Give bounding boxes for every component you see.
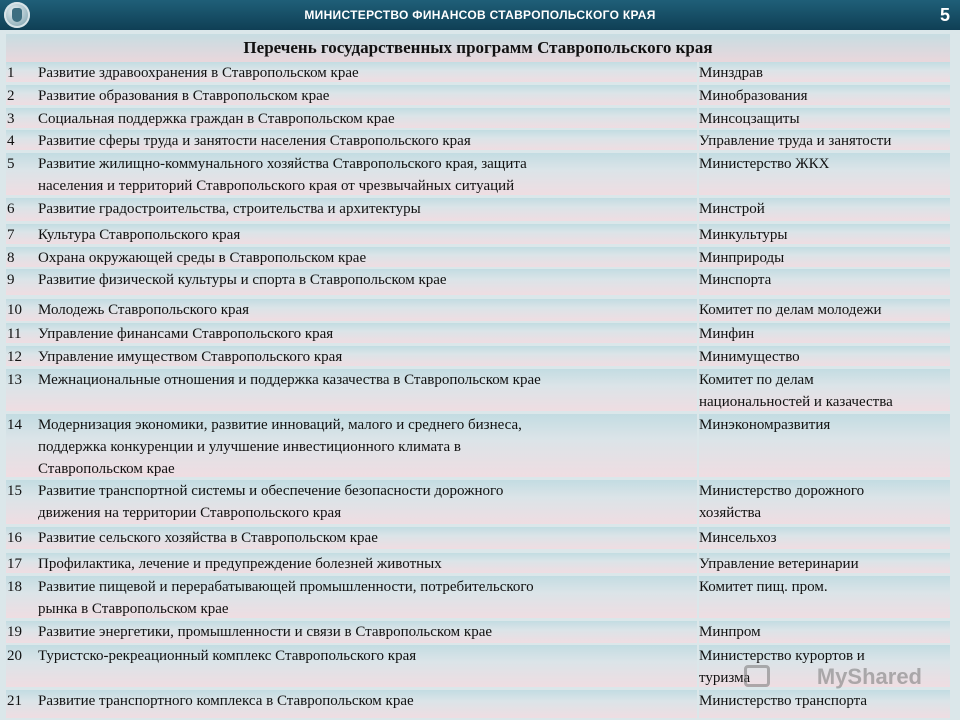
responsible-body: Управление ветеринарии [699,556,859,572]
table-row [6,323,950,345]
responsible-body: Комитет по делам национальностей и казачества [699,372,893,410]
table-row [6,108,950,130]
table-title: Перечень государственных программ Ставропольского края [6,34,950,62]
table-row [6,480,950,526]
ministry-title: МИНИСТЕРСТВО ФИНАНСОВ СТАВРОПОЛЬСКОГО КРАЯ [304,8,656,22]
responsible-body: Минэкономразвития [699,417,831,433]
responsible-body: Минфин [699,326,755,342]
row-number: 7 [7,227,15,243]
responsible-body: Министерство дорожного хозяйства [699,483,865,521]
responsible-body: Минкультуры [699,227,788,243]
responsible-body: Министерство ЖКХ [699,156,830,172]
program-name: Туристско-рекреационный комплекс Ставропольского края [38,648,417,664]
program-name: Охрана окружающей среды в Ставропольском крае [38,250,367,266]
header-bar [0,0,960,30]
responsible-body: Минимущество [699,349,800,365]
table-row [6,645,950,689]
table-row [6,62,950,84]
program-name: Развитие сельского хозяйства в Ставропольском крае [38,530,378,546]
table-row [6,527,950,551]
responsible-body: Министерство транспорта [699,693,868,709]
table-row [6,576,950,620]
program-name: Развитие транспортной системы и обеспечение безопасности дорожного движения на территории Ставропольского края [38,483,504,521]
program-name: Развитие энергетики, промышленности и связи в Ставропольском крае [38,624,493,640]
row-number: 4 [7,133,15,149]
row-number: 3 [7,111,15,127]
table-row [6,85,950,107]
table-row [6,690,950,720]
program-name: Управление имуществом Ставропольского края [38,349,343,365]
table-row [6,346,950,368]
program-name: Развитие здравоохранения в Ставропольском крае [38,65,359,81]
row-number: 21 [7,693,22,709]
program-name: Развитие сферы труда и занятости населения Ставропольского края [38,133,471,149]
table-row [6,269,950,297]
table-row [6,198,950,223]
row-number: 15 [7,483,22,499]
table-row [6,414,950,479]
responsible-body: Комитет пищ. пром. [699,579,828,595]
responsible-body: Минобразования [699,88,808,104]
program-name: Модернизация экономики, развитие инноваций, малого и среднего бизнеса, поддержка конкуренции и улучшение инвестиционного климата в Ставропольском крае [38,417,522,477]
responsible-body: Минсельхоз [699,530,777,546]
table-row [6,130,950,152]
row-number: 2 [7,88,15,104]
program-name: Развитие градостроительства, строительства и архитектуры [38,201,421,217]
row-number: 8 [7,250,15,266]
program-name: Развитие образования в Ставропольском крае [38,88,330,104]
program-name: Развитие физической культуры и спорта в Ставропольском крае [38,272,447,288]
watermark-logo-icon [744,665,770,687]
table-row [6,553,950,575]
watermark: MyShared [816,664,922,689]
program-name: Развитие пищевой и перерабатывающей промышленности, потребительского рынка в Ставропольском крае [38,579,534,617]
row-number: 16 [7,530,22,546]
program-name: Развитие транспортного комплекса в Ставропольском крае [38,693,414,709]
row-number: 19 [7,624,22,640]
table-row [6,299,950,323]
responsible-body: Комитет по делам молодежи [699,302,882,318]
program-name: Межнациональные отношения и поддержка казачества в Ставропольском крае [38,372,541,388]
row-number: 9 [7,272,15,288]
responsible-body: Минприроды [699,250,785,266]
program-name: Профилактика, лечение и предупреждение болезней животных [38,556,442,572]
responsible-body: Минспорта [699,272,772,288]
responsible-body: Управление труда и занятости [699,133,892,149]
table-row [6,153,950,197]
table-row [6,369,950,413]
row-number: 6 [7,201,15,217]
row-number: 11 [7,326,22,342]
row-number: 10 [7,302,22,318]
program-name: Управление финансами Ставропольского края [38,326,334,342]
row-number: 13 [7,372,22,388]
responsible-body: Минсоцзащиты [699,111,800,127]
program-name: Молодежь Ставропольского края [38,302,250,318]
table-row [6,247,950,269]
table-row [6,621,950,645]
responsible-body: Минпром [699,624,761,640]
row-number: 18 [7,579,22,595]
page-number: 5 [939,5,950,25]
row-number: 1 [7,65,15,81]
responsible-body: Министерство курортов и туризма [699,648,865,686]
row-number: 17 [7,556,22,572]
program-name: Социальная поддержка граждан в Ставропольском крае [38,111,395,127]
program-name: Культура Ставропольского края [38,227,241,243]
responsible-body: Минстрой [699,201,765,217]
row-number: 12 [7,349,22,365]
responsible-body: Минздрав [699,65,763,81]
row-number: 14 [7,417,22,433]
program-name: Развитие жилищно-коммунального хозяйства Ставропольского края, защита населения и территорий Ставропольского края от чрезвычайных ситуаций [38,156,527,194]
table-row [6,224,950,246]
row-number: 20 [7,648,22,664]
row-number: 5 [7,156,15,172]
